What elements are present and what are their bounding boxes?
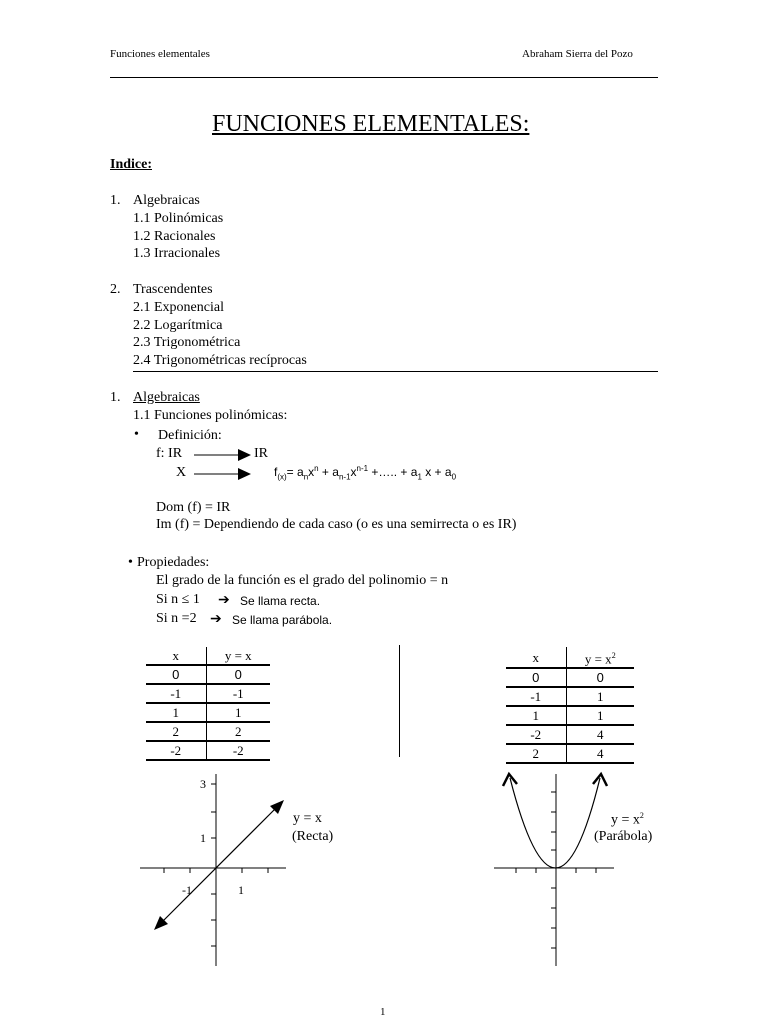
table-header-row — [146, 647, 270, 665]
table-row — [506, 687, 634, 706]
graph-quadratic — [490, 770, 620, 970]
property-parabola-cond: Si n =2 — [156, 611, 197, 626]
implies-arrow-icon: ➔ — [210, 612, 222, 627]
table-header-y: y = x — [206, 647, 270, 665]
table-quadratic — [506, 647, 634, 764]
table-row — [146, 722, 270, 741]
arrow-right-icon — [194, 467, 252, 481]
table-cell: -2 — [206, 741, 270, 760]
page-title: FUNCIONES ELEMENTALES: — [212, 111, 530, 137]
table-row — [506, 744, 634, 763]
table-row — [146, 703, 270, 722]
table-cell: 2 — [146, 722, 206, 741]
table-cell: 2 — [206, 722, 270, 741]
definition-label: Definición: — [158, 428, 222, 443]
table-cell: -1 — [146, 684, 206, 703]
arrow-right-icon — [194, 448, 252, 462]
column-divider — [399, 645, 400, 757]
tick-label-1-y: 1 — [200, 831, 206, 845]
table-header-y: $y = x^2$ — [566, 647, 634, 668]
index-num-1: 1. — [110, 193, 121, 208]
tick-label-minus-1: -1 — [182, 883, 192, 897]
graph-linear — [140, 770, 300, 970]
x-label: X — [176, 465, 187, 480]
quadratic-graph-sublabel: (Parábola) — [594, 829, 653, 844]
table-cell: 1 — [206, 703, 270, 722]
index-rule — [133, 371, 658, 372]
index-label-2: Trascendentes — [133, 282, 213, 297]
table-cell: 0 — [206, 665, 270, 684]
section-num: 1. — [110, 390, 121, 405]
table-row — [506, 706, 634, 725]
table-cell: 0 — [566, 668, 634, 687]
property-line-result: Se llama recta. — [240, 594, 321, 608]
table-cell: 0 — [146, 665, 206, 684]
domain-text: Dom (f) = IR — [156, 500, 231, 515]
page-number: 1 — [380, 1006, 386, 1018]
properties-label: Propiedades: — [137, 555, 210, 570]
table-row — [146, 665, 270, 684]
table-row — [146, 741, 270, 760]
index-item-1-1: 1.1 Polinómicas — [133, 211, 224, 226]
table-cell: -2 — [506, 725, 566, 744]
index-item-2-2: 2.2 Logarítmica — [133, 318, 223, 333]
header-right: Abraham Sierra del Pozo — [522, 48, 633, 60]
bullet-properties: • — [128, 555, 133, 570]
index-item-2-3: 2.3 Trigonométrica — [133, 335, 241, 350]
index-label-1: Algebraicas — [133, 193, 200, 208]
index-item-1-3: 1.3 Irracionales — [133, 246, 221, 261]
table-linear — [146, 647, 270, 761]
header-rule — [110, 77, 658, 78]
property-degree: El grado de la función es el grado del polinomio = n — [156, 573, 449, 588]
index-num-2: 2. — [110, 282, 121, 297]
index-item-2-1: 2.1 Exponencial — [133, 300, 224, 315]
table-cell: 1 — [566, 687, 634, 706]
table-header-x: x — [506, 647, 566, 668]
table-header-x: x — [146, 647, 206, 665]
property-parabola-result: Se llama parábola. — [232, 613, 333, 627]
section-label: Algebraicas — [133, 390, 200, 405]
table-row — [506, 725, 634, 744]
table-cell: 2 — [506, 744, 566, 763]
f-label: f: IR — [156, 446, 183, 461]
bullet-definition: • — [134, 427, 139, 442]
index-item-1-2: 1.2 Racionales — [133, 229, 216, 244]
table-cell: -1 — [506, 687, 566, 706]
quadratic-graph-label: $y = x^2$ — [611, 811, 644, 828]
image-text: Im (f) = Dependiendo de cada caso (o es una semirrecta o es IR) — [156, 517, 517, 532]
table-cell: 1 — [506, 706, 566, 725]
property-line-cond: Si n ≤ 1 — [156, 592, 200, 607]
table-cell: -2 — [146, 741, 206, 760]
table-row — [506, 668, 634, 687]
implies-arrow-icon: ➔ — [218, 593, 230, 608]
subsection-title: 1.1 Funciones polinómicas: — [133, 408, 288, 423]
table-cell: 0 — [506, 668, 566, 687]
table-row — [146, 684, 270, 703]
table-cell: 1 — [146, 703, 206, 722]
line-y-eq-x — [162, 808, 276, 922]
table-cell: 4 — [566, 744, 634, 763]
tick-label-1-x: 1 — [238, 883, 244, 897]
index-heading: Indice: — [110, 157, 152, 172]
polynomial-formula: $f_{(x)}= a_nx^n + a_{n-1}x^{n-1}$ +….. + $a_1$ $x + a_0$ — [274, 464, 457, 482]
linear-graph-sublabel: (Recta) — [292, 829, 334, 844]
linear-graph-label: y = x — [293, 811, 322, 826]
table-cell: 4 — [566, 725, 634, 744]
f-target: IR — [254, 446, 268, 461]
header-left: Funciones elementales — [110, 48, 210, 60]
tick-label-3: 3 — [200, 777, 206, 791]
table-cell: -1 — [206, 684, 270, 703]
table-header-row — [506, 647, 634, 668]
table-cell: 1 — [566, 706, 634, 725]
index-item-2-4: 2.4 Trigonométricas recíprocas — [133, 353, 307, 368]
